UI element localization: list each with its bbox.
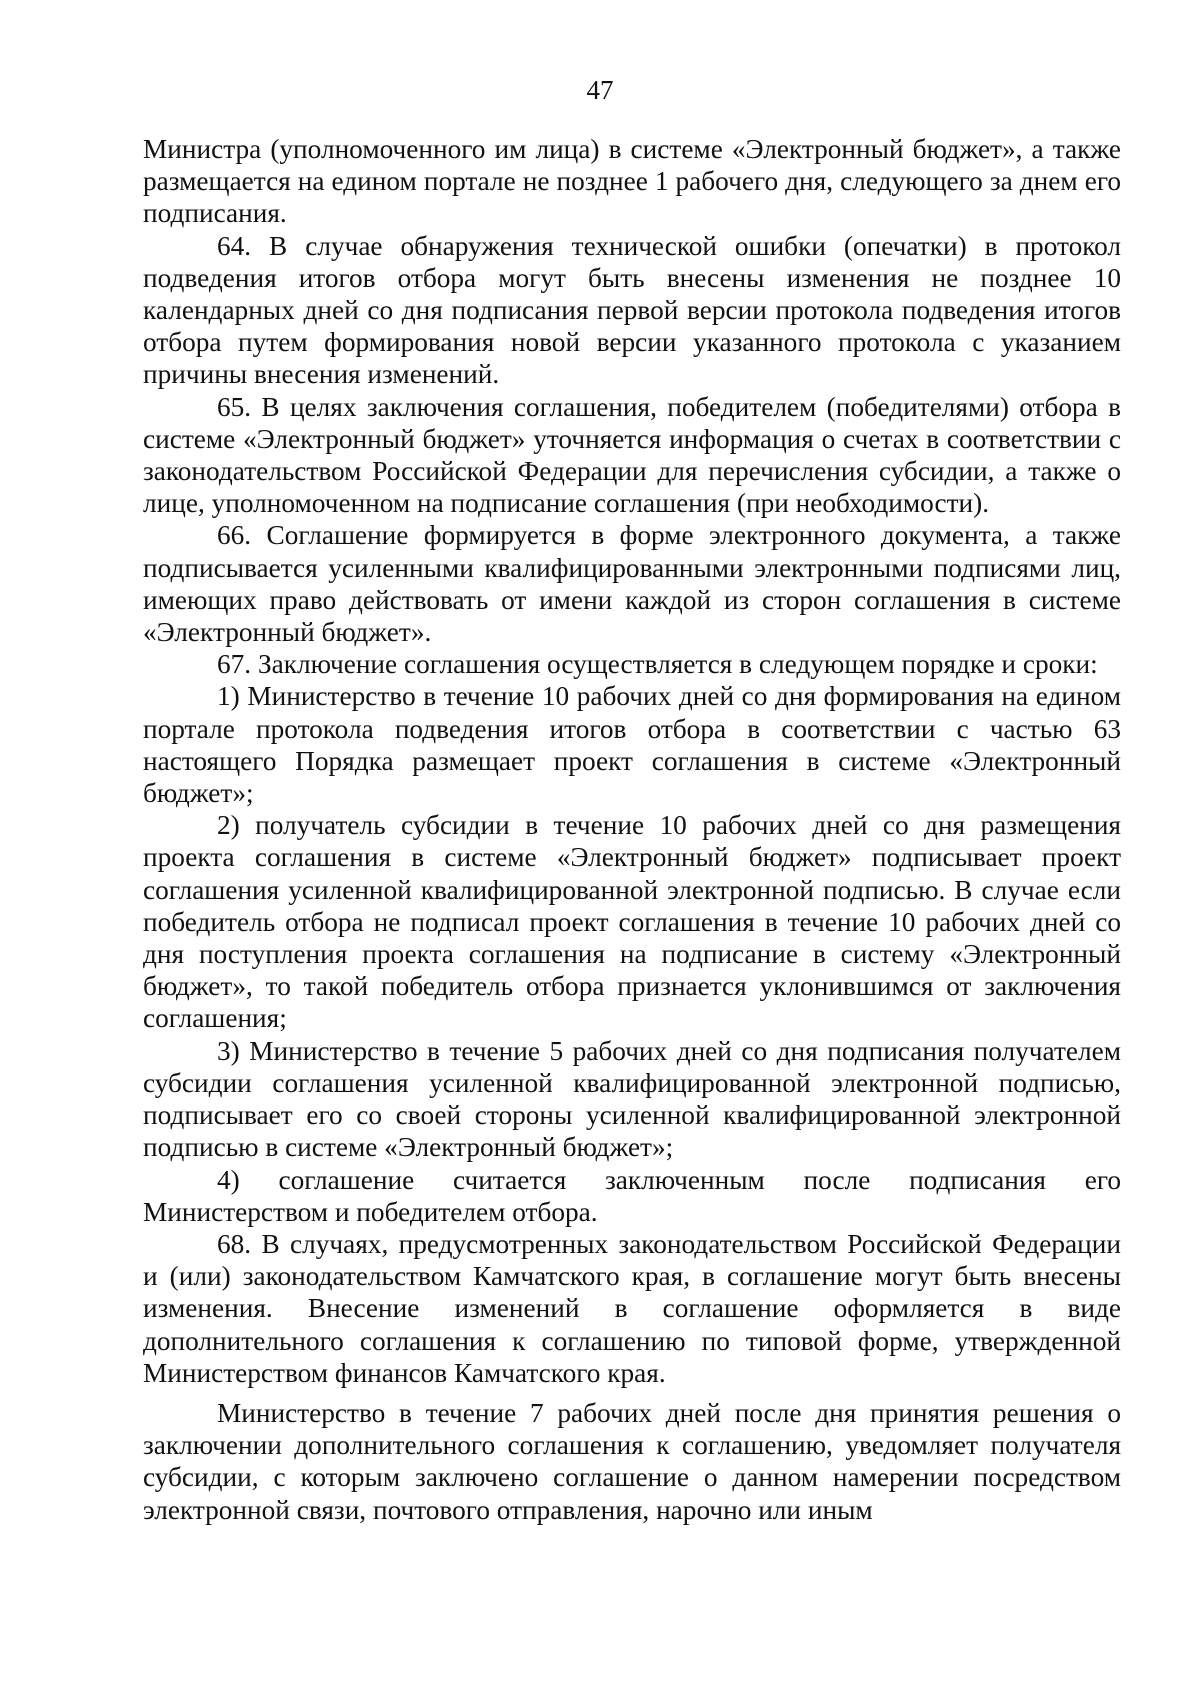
paragraph-67-item-2: 2) получатель субсидии в течение 10 рабочих дней со дня размещения проекта соглашения в системе «Электронный бюджет» подписывает проект соглашения усиленной квалифицированной электронной подписью. В случае если победитель отбора не подписал проект соглашения в течение 10 рабочих дней со дня поступления проекта соглашения на подписание в систему «Электронный бюджет», то такой победитель отбора признается уклонившимся от заключения соглашения; <box>143 810 1121 1034</box>
paragraph-67-item-1: 1) Министерство в течение 10 рабочих дней со дня формирования на едином портале протокола подведения итогов отбора в соответствии с частью 63 настоящего Порядка размещает проект соглашения в системе «Электронный бюджет»; <box>143 681 1121 809</box>
paragraph-67-item-3: 3) Министерство в течение 5 рабочих дней со дня подписания получателем субсидии соглашения усиленной квалифицированной электронной подписью, подписывает его со своей стороны усиленной квалифицированной электронной подписью в системе «Электронный бюджет»; <box>143 1035 1121 1163</box>
paragraph-67: 67. Заключение соглашения осуществляется в следующем порядке и сроки: <box>217 649 1098 680</box>
paragraph-67-item-4: 4) соглашение считается заключенным после подписания его Министерством и победителем отбора. <box>143 1164 1121 1227</box>
paragraph-continuation: Министра (уполномоченного им лица) в системе «Электронный бюджет», а также размещается на едином портале не позднее 1 рабочего дня, следующего за днем его подписания. <box>143 134 1121 229</box>
paragraph-65: 65. В целях заключения соглашения, победителем (победителями) отбора в системе «Электронный бюджет» уточняется информация о счетах в соответствии с законодательством Российской Федерации для перечисления субсидии, а также о лице, уполномоченном на подписание соглашения (при необходимости). <box>143 391 1121 519</box>
paragraph-64: 64. В случае обнаружения технической ошибки (опечатки) в протокол подведения итогов отбора могут быть внесены изменения не позднее 10 календарных дней со дня подписания первой версии протокола подведения итогов отбора путем формирования новой версии указанного протокола с указанием причины внесения изменений. <box>143 230 1121 390</box>
paragraph-66: 66. Соглашение формируется в форме электронного документа, а также подписывается усиленными квалифицированными электронными подписями лиц, имеющих право действовать от имени каждой из сторон соглашения в системе «Электронный бюджет». <box>143 520 1121 648</box>
page-number: 47 <box>586 75 614 105</box>
paragraph-68-notice: Министерство в течение 7 рабочих дней после дня принятия решения о заключении дополнительного соглашения к соглашению, уведомляет получателя субсидии, с которым заключено соглашение о данном намерении посредством электронной связи, почтового отправления, нарочно или иным <box>143 1397 1121 1525</box>
paragraph-68: 68. В случаях, предусмотренных законодательством Российской Федерации и (или) законодательством Камчатского края, в соглашение могут быть внесены изменения. Внесение изменений в соглашение оформляется в виде дополнительного соглашения к соглашению по типовой форме, утвержденной Министерством финансов Камчатского края. <box>143 1228 1121 1388</box>
document-body <box>143 133 1121 1526</box>
